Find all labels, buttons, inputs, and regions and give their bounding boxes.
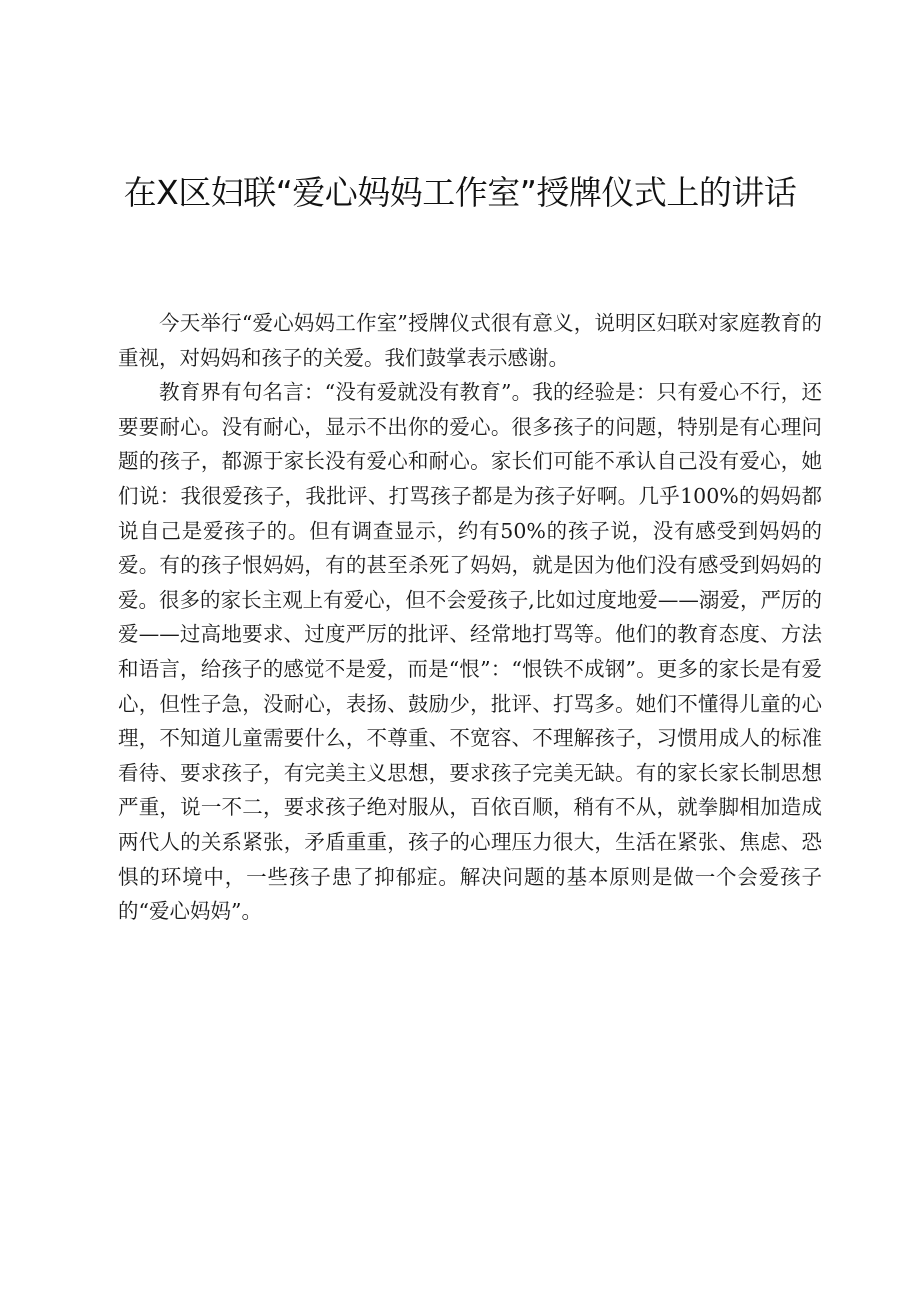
paragraph-opening: 今天举行“爱心妈妈工作室”授牌仪式很有意义，说明区妇联对家庭教育的重视，对妈妈和孩子的关爱。我们鼓掌表示感谢。: [118, 311, 822, 370]
document-body: [118, 306, 822, 929]
document-title: 在X区妇联“爱心妈妈工作室”授牌仪式上的讲话: [123, 173, 797, 212]
paragraph-main: 教育界有句名言：“没有爱就没有教育”。我的经验是：只有爱心不行，还要要耐心。没有耐心，显示不出你的爱心。很多孩子的问题，特别是有心理问题的孩子，都源于家长没有爱心和耐心。家长们可能不承认自己没有爱心，她们说：我很爱孩子，我批评、打骂孩子都是为孩子好啊。几乎100%的妈妈都说自己是爱孩子的。但有调查显示，约有50%的孩子说，没有感受到妈妈的爱。有的孩子恨妈妈，有的甚至杀死了妈妈，就是因为他们没有感受到妈妈的爱。很多的家长主观上有爱心，但不会爱孩子,比如过度地爱——溺爱，严厉的爱——过高地要求、过度严厉的批评、经常地打骂等。他们的教育态度、方法和语言，给孩子的感觉不是爱，而是“恨”：“恨铁不成钢”。更多的家长是有爱心，但性子急，没耐心，表扬、鼓励少，批评、打骂多。她们不懂得儿童的心理，不知道儿童需要什么，不尊重、不宽容、不理解孩子，习惯用成人的标准看待、要求孩子，有完美主义思想，要求孩子完美无缺。有的家长家长制思想严重，说一不二，要求孩子绝对服从，百依百顺，稍有不从，就拳脚相加造成两代人的关系紧张，矛盾重重，孩子的心理压力很大，生活在紧张、焦虑、恐惧的环境中，一些孩子患了抑郁症。解决问题的基本原则是做一个会爱孩子的“爱心妈妈”。: [118, 380, 822, 924]
